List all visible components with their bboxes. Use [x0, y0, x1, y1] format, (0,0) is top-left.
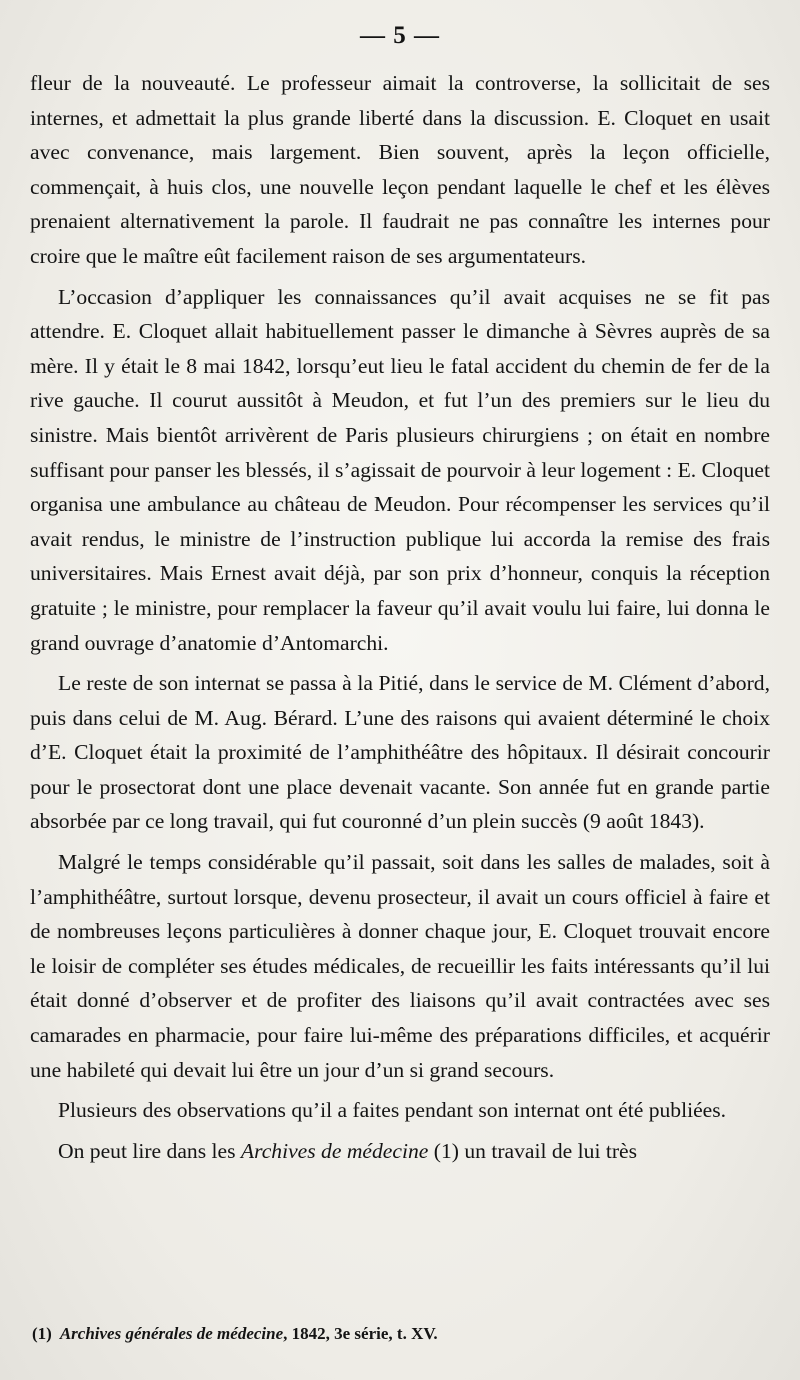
paragraph — [30, 280, 770, 661]
footnote-marker: (1) — [32, 1324, 52, 1343]
footnote-text: , 1842, 3e série, t. XV. — [283, 1324, 438, 1343]
paragraph-text: L’occasion d’appliquer les connaissances qu’il avait acquises ne se fit pas attendre. E. Cloquet allait habituellement passer le dimanche à Sèvres auprès de sa mère. Il y était le 8 mai 1842, lorsqu’eut lieu le fatal accident du chemin de fer de la rive gauche. Il courut aussitôt à Meudon, et fut l’un des premiers sur le lieu du sinistre. Mais bientôt arrivèrent de Paris plusieurs chirurgiens ; on était en nombre suffisant pour panser les blessés, il s’agissait de pourvoir à leur logement : E. Cloquet organisa une ambulance au château de Meudon. Pour récompenser les services qu’il avait rendus, le ministre de l’instruction publique lui accorda la remise des frais universitaires. Mais Ernest avait déjà, par son prix d’honneur, conquis la réception gratuite ; le ministre, pour remplacer la faveur qu’il avait voulu lui faire, lui donna le grand ouvrage d’anatomie d’Antomarchi. — [30, 284, 770, 655]
paragraph-text: On peut lire dans les — [58, 1138, 241, 1163]
paragraph-text: Plusieurs des observations qu’il a faites pendant son internat ont été publiées. — [58, 1098, 727, 1123]
page-number: — 5 — — [360, 22, 440, 49]
paragraph — [30, 845, 770, 1087]
paragraph-text: fleur de la nouveauté. Le professeur aimait la controverse, la sollicitait de ses internes, et admettait la plus grande liberté dans la discussion. E. Cloquet en usait avec convenance, mais largement. Bien souvent, après la leçon officielle, commençait, à huis clos, une nouvelle leçon pendant laquelle le chef et les élèves prenaient alternativement la parole. Il faudrait ne pas connaître les internes pour croire que le maître eût facilement raison de ses argumentateurs. — [30, 71, 770, 268]
paragraph-text: (1) un travail de lui très — [428, 1138, 638, 1163]
footnote — [32, 1323, 772, 1345]
paragraph-text: Malgré le temps considérable qu’il passait, soit dans les salles de malades, soit à l’amphithéâtre, surtout lorsque, devenu prosecteur, il avait un cours officiel à faire et de nombreuses leçons particulières à donner chaque jour, E. Cloquet trouvait encore le loisir de compléter ses études médicales, de recueillir les faits intéressants qu’il lui était donné d’observer et de profiter des liaisons qu’il avait contractées avec ses camarades en pharmacie, pour faire lui-même des préparations difficiles, et acquérir une habileté qui devait lui être un jour d’un si grand secours. — [30, 850, 770, 1082]
paragraph — [30, 1093, 770, 1128]
journal-title: Archives de médecine — [240, 1138, 429, 1163]
paragraph — [30, 666, 770, 839]
body-text — [30, 66, 770, 1168]
paragraph — [30, 1134, 770, 1169]
footnote-title: Archives générales de médecine — [59, 1324, 284, 1343]
paragraph-text: Le reste de son internat se passa à la Pitié, dans le service de M. Clément d’abord, puis dans celui de M. Aug. Bérard. L’une des raisons qui avaient déterminé le choix d’E. Cloquet était la proximité de l’amphithéâtre des hôpitaux. Il désirait concourir pour le prosectorat dont une place devenait vacante. Son année fut en grande partie absorbée par ce long travail, qui fut couronné d’un plein succès (9 août 1843). — [30, 671, 770, 834]
paragraph — [30, 66, 770, 274]
